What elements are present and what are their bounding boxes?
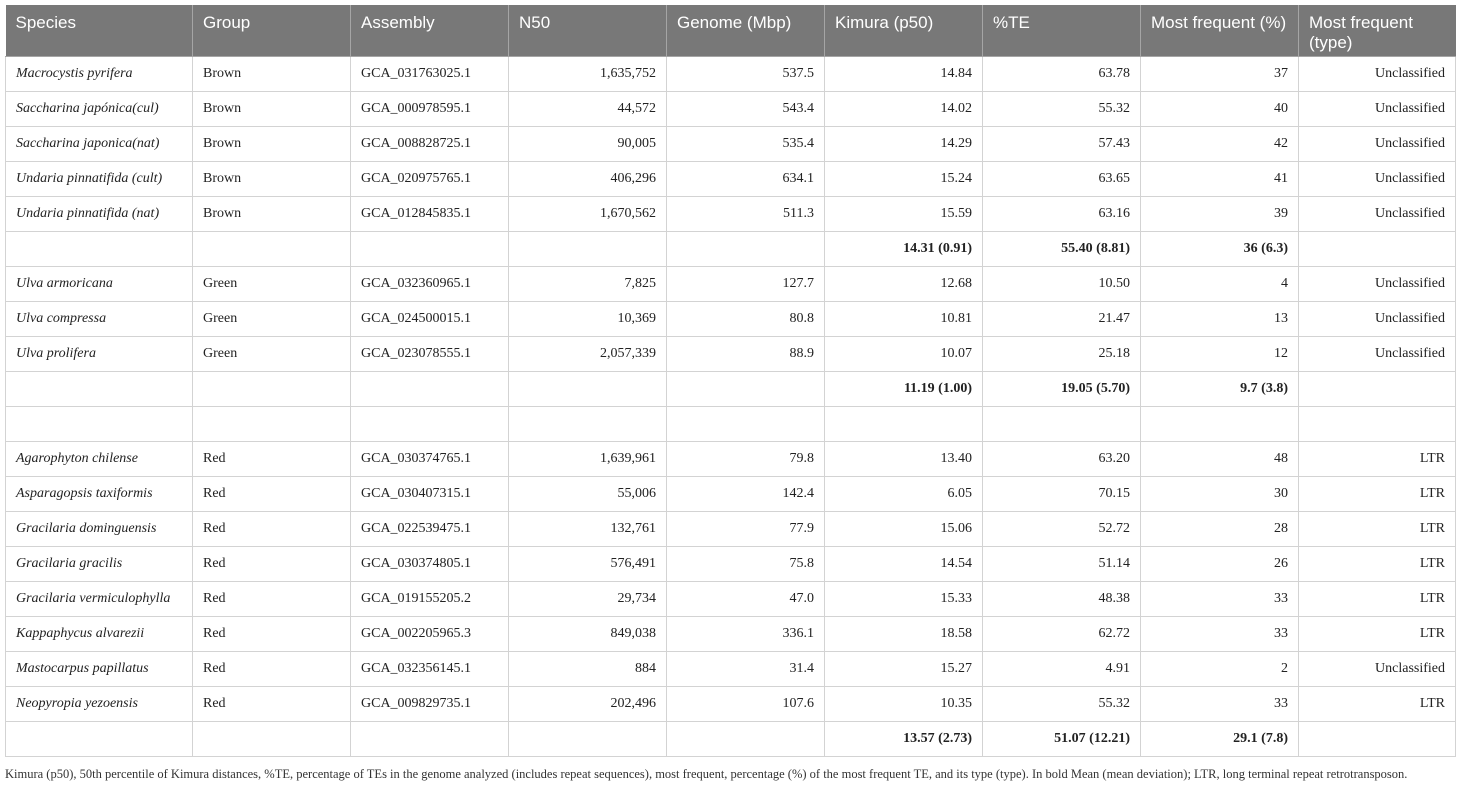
- genome-cell: 543.4: [667, 91, 825, 126]
- assembly-cell: GCA_030374805.1: [351, 546, 509, 581]
- n50-cell: [509, 406, 667, 441]
- kimura-cell: 13.40: [825, 441, 983, 476]
- most-frequent-type-cell: LTR: [1299, 441, 1456, 476]
- most-frequent-pct-cell: 39: [1141, 196, 1299, 231]
- species-cell: Mastocarpus papillatus: [6, 651, 193, 686]
- group-cell: Red: [193, 581, 351, 616]
- te-cell: [983, 406, 1141, 441]
- te-cell: 55.40 (8.81): [983, 231, 1141, 266]
- most-frequent-pct-cell: 29.1 (7.8): [1141, 721, 1299, 756]
- table-row: [6, 581, 1456, 616]
- n50-cell: 55,006: [509, 476, 667, 511]
- species-cell: Gracilaria gracilis: [6, 546, 193, 581]
- summary-row: [6, 721, 1456, 756]
- species-cell: Gracilaria vermiculophylla: [6, 581, 193, 616]
- most-frequent-type-cell: Unclassified: [1299, 651, 1456, 686]
- most-frequent-type-cell: [1299, 406, 1456, 441]
- n50-cell: [509, 721, 667, 756]
- most-frequent-type-cell: LTR: [1299, 581, 1456, 616]
- species-cell: Undaria pinnatifida (cult): [6, 161, 193, 196]
- table-row: [6, 476, 1456, 511]
- genome-cell: 511.3: [667, 196, 825, 231]
- table-row: [6, 616, 1456, 651]
- kimura-cell: 14.54: [825, 546, 983, 581]
- species-cell: Ulva prolifera: [6, 336, 193, 371]
- most-frequent-type-cell: LTR: [1299, 686, 1456, 721]
- kimura-cell: 15.59: [825, 196, 983, 231]
- genome-cell: 537.5: [667, 56, 825, 91]
- te-cell: 55.32: [983, 91, 1141, 126]
- te-cell: 4.91: [983, 651, 1141, 686]
- te-cell: 62.72: [983, 616, 1141, 651]
- genome-cell: 77.9: [667, 511, 825, 546]
- table-row: [6, 161, 1456, 196]
- table-row: [6, 126, 1456, 161]
- most-frequent-pct-cell: 13: [1141, 301, 1299, 336]
- genome-cell: 79.8: [667, 441, 825, 476]
- most-frequent-pct-cell: 33: [1141, 581, 1299, 616]
- group-cell: Red: [193, 686, 351, 721]
- genome-cell: [667, 231, 825, 266]
- n50-cell: 406,296: [509, 161, 667, 196]
- table-row: [6, 511, 1456, 546]
- te-cell: 63.16: [983, 196, 1141, 231]
- header-n50: N50: [509, 5, 667, 56]
- table-row: [6, 336, 1456, 371]
- n50-cell: [509, 231, 667, 266]
- te-cell: 63.78: [983, 56, 1141, 91]
- header-kimura: Kimura (p50): [825, 5, 983, 56]
- n50-cell: 849,038: [509, 616, 667, 651]
- kimura-cell: 11.19 (1.00): [825, 371, 983, 406]
- most-frequent-pct-cell: 30: [1141, 476, 1299, 511]
- n50-cell: 1,635,752: [509, 56, 667, 91]
- te-cell: 51.14: [983, 546, 1141, 581]
- group-cell: Red: [193, 651, 351, 686]
- n50-cell: 2,057,339: [509, 336, 667, 371]
- species-cell: Undaria pinnatifida (nat): [6, 196, 193, 231]
- te-cell: 57.43: [983, 126, 1141, 161]
- species-cell: [6, 721, 193, 756]
- table-body: [6, 56, 1456, 756]
- summary-row: [6, 371, 1456, 406]
- most-frequent-pct-cell: 2: [1141, 651, 1299, 686]
- assembly-cell: [351, 371, 509, 406]
- genome-cell: 535.4: [667, 126, 825, 161]
- kimura-cell: 15.27: [825, 651, 983, 686]
- assembly-cell: [351, 721, 509, 756]
- kimura-cell: 14.29: [825, 126, 983, 161]
- kimura-cell: 14.31 (0.91): [825, 231, 983, 266]
- table-row: [6, 441, 1456, 476]
- species-cell: Gracilaria dominguensis: [6, 511, 193, 546]
- n50-cell: 7,825: [509, 266, 667, 301]
- most-frequent-type-cell: Unclassified: [1299, 301, 1456, 336]
- kimura-cell: 14.84: [825, 56, 983, 91]
- species-cell: Asparagopsis taxiformis: [6, 476, 193, 511]
- assembly-cell: GCA_020975765.1: [351, 161, 509, 196]
- species-cell: Ulva compressa: [6, 301, 193, 336]
- most-frequent-pct-cell: 4: [1141, 266, 1299, 301]
- group-cell: Red: [193, 511, 351, 546]
- most-frequent-type-cell: Unclassified: [1299, 126, 1456, 161]
- table-row: [6, 56, 1456, 91]
- assembly-cell: GCA_031763025.1: [351, 56, 509, 91]
- most-frequent-pct-cell: 26: [1141, 546, 1299, 581]
- group-cell: Red: [193, 616, 351, 651]
- header-te: %TE: [983, 5, 1141, 56]
- genome-cell: 336.1: [667, 616, 825, 651]
- assembly-cell: GCA_023078555.1: [351, 336, 509, 371]
- species-cell: Saccharina japonica(nat): [6, 126, 193, 161]
- genome-cell: [667, 371, 825, 406]
- genome-cell: 31.4: [667, 651, 825, 686]
- table-row: [6, 301, 1456, 336]
- most-frequent-type-cell: Unclassified: [1299, 336, 1456, 371]
- n50-cell: 884: [509, 651, 667, 686]
- most-frequent-pct-cell: 36 (6.3): [1141, 231, 1299, 266]
- assembly-cell: GCA_008828725.1: [351, 126, 509, 161]
- n50-cell: 90,005: [509, 126, 667, 161]
- most-frequent-pct-cell: 33: [1141, 686, 1299, 721]
- kimura-cell: 6.05: [825, 476, 983, 511]
- most-frequent-pct-cell: 42: [1141, 126, 1299, 161]
- kimura-cell: 10.35: [825, 686, 983, 721]
- group-cell: Brown: [193, 56, 351, 91]
- n50-cell: 202,496: [509, 686, 667, 721]
- genome-cell: [667, 406, 825, 441]
- table-row: [6, 686, 1456, 721]
- assembly-cell: GCA_019155205.2: [351, 581, 509, 616]
- most-frequent-type-cell: [1299, 371, 1456, 406]
- group-cell: Green: [193, 301, 351, 336]
- te-cell: 52.72: [983, 511, 1141, 546]
- table-row: [6, 196, 1456, 231]
- most-frequent-pct-cell: 28: [1141, 511, 1299, 546]
- most-frequent-type-cell: Unclassified: [1299, 196, 1456, 231]
- n50-cell: 132,761: [509, 511, 667, 546]
- te-cell: 51.07 (12.21): [983, 721, 1141, 756]
- assembly-cell: GCA_030374765.1: [351, 441, 509, 476]
- kimura-cell: 15.33: [825, 581, 983, 616]
- table-row: [6, 546, 1456, 581]
- n50-cell: 1,639,961: [509, 441, 667, 476]
- species-cell: Macrocystis pyrifera: [6, 56, 193, 91]
- n50-cell: 44,572: [509, 91, 667, 126]
- species-cell: Neopyropia yezoensis: [6, 686, 193, 721]
- table-row: [6, 91, 1456, 126]
- te-cell: 70.15: [983, 476, 1141, 511]
- species-cell: Kappaphycus alvarezii: [6, 616, 193, 651]
- n50-cell: 10,369: [509, 301, 667, 336]
- most-frequent-type-cell: LTR: [1299, 511, 1456, 546]
- group-cell: [193, 721, 351, 756]
- assembly-cell: GCA_022539475.1: [351, 511, 509, 546]
- header-row: [6, 5, 1456, 56]
- te-cell: 25.18: [983, 336, 1141, 371]
- table-header: [6, 5, 1456, 56]
- header-most-frequent-pct: Most frequent (%): [1141, 5, 1299, 56]
- genome-cell: 107.6: [667, 686, 825, 721]
- most-frequent-pct-cell: 12: [1141, 336, 1299, 371]
- assembly-cell: GCA_030407315.1: [351, 476, 509, 511]
- most-frequent-pct-cell: 40: [1141, 91, 1299, 126]
- species-cell: [6, 231, 193, 266]
- group-cell: Red: [193, 546, 351, 581]
- genome-cell: 127.7: [667, 266, 825, 301]
- kimura-cell: 14.02: [825, 91, 983, 126]
- summary-row: [6, 231, 1456, 266]
- kimura-cell: 15.06: [825, 511, 983, 546]
- te-cell: 10.50: [983, 266, 1141, 301]
- species-cell: Saccharina japónica(cul): [6, 91, 193, 126]
- assembly-cell: [351, 406, 509, 441]
- species-cell: Ulva armoricana: [6, 266, 193, 301]
- most-frequent-type-cell: Unclassified: [1299, 91, 1456, 126]
- most-frequent-pct-cell: 9.7 (3.8): [1141, 371, 1299, 406]
- group-cell: Red: [193, 441, 351, 476]
- assembly-cell: GCA_012845835.1: [351, 196, 509, 231]
- header-species: Species: [6, 5, 193, 56]
- table-row: [6, 266, 1456, 301]
- most-frequent-pct-cell: 48: [1141, 441, 1299, 476]
- assembly-cell: GCA_024500015.1: [351, 301, 509, 336]
- kimura-cell: 18.58: [825, 616, 983, 651]
- genome-cell: 80.8: [667, 301, 825, 336]
- n50-cell: [509, 371, 667, 406]
- genome-cell: 75.8: [667, 546, 825, 581]
- genome-cell: 47.0: [667, 581, 825, 616]
- te-cell: 63.20: [983, 441, 1141, 476]
- species-cell: [6, 406, 193, 441]
- group-cell: Brown: [193, 161, 351, 196]
- kimura-cell: 10.81: [825, 301, 983, 336]
- assembly-cell: GCA_000978595.1: [351, 91, 509, 126]
- most-frequent-type-cell: Unclassified: [1299, 161, 1456, 196]
- most-frequent-type-cell: Unclassified: [1299, 56, 1456, 91]
- species-cell: Agarophyton chilense: [6, 441, 193, 476]
- kimura-cell: 15.24: [825, 161, 983, 196]
- group-cell: Red: [193, 476, 351, 511]
- most-frequent-type-cell: LTR: [1299, 476, 1456, 511]
- genome-cell: 88.9: [667, 336, 825, 371]
- n50-cell: 1,670,562: [509, 196, 667, 231]
- most-frequent-pct-cell: 41: [1141, 161, 1299, 196]
- n50-cell: 576,491: [509, 546, 667, 581]
- n50-cell: 29,734: [509, 581, 667, 616]
- group-cell: Green: [193, 266, 351, 301]
- te-cell: 19.05 (5.70): [983, 371, 1141, 406]
- group-cell: [193, 406, 351, 441]
- most-frequent-type-cell: LTR: [1299, 616, 1456, 651]
- kimura-cell: 12.68: [825, 266, 983, 301]
- assembly-cell: GCA_032360965.1: [351, 266, 509, 301]
- table-footnote: Kimura (p50), 50th percentile of Kimura distances, %TE, percentage of TEs in the genome analyzed (includes repeat sequences), most frequent, percentage (%) of the most frequent TE, and its type (type). In bold Mean (mean deviation); LTR, long terminal repeat retrotransposon.: [5, 767, 1408, 781]
- header-genome: Genome (Mbp): [667, 5, 825, 56]
- spacer-row: [6, 406, 1456, 441]
- group-cell: Brown: [193, 126, 351, 161]
- header-assembly: Assembly: [351, 5, 509, 56]
- most-frequent-type-cell: [1299, 721, 1456, 756]
- kimura-cell: [825, 406, 983, 441]
- te-cell: 21.47: [983, 301, 1141, 336]
- table-row: [6, 651, 1456, 686]
- most-frequent-pct-cell: 33: [1141, 616, 1299, 651]
- group-cell: [193, 371, 351, 406]
- header-group: Group: [193, 5, 351, 56]
- most-frequent-type-cell: LTR: [1299, 546, 1456, 581]
- kimura-cell: 10.07: [825, 336, 983, 371]
- header-most-frequent-type: Most frequent (type): [1299, 5, 1456, 56]
- most-frequent-pct-cell: 37: [1141, 56, 1299, 91]
- group-cell: [193, 231, 351, 266]
- most-frequent-pct-cell: [1141, 406, 1299, 441]
- most-frequent-type-cell: [1299, 231, 1456, 266]
- assembly-cell: GCA_009829735.1: [351, 686, 509, 721]
- te-cell: 55.32: [983, 686, 1141, 721]
- assembly-cell: GCA_032356145.1: [351, 651, 509, 686]
- species-cell: [6, 371, 193, 406]
- group-cell: Green: [193, 336, 351, 371]
- te-summary-table: [5, 5, 1456, 757]
- kimura-cell: 13.57 (2.73): [825, 721, 983, 756]
- genome-cell: [667, 721, 825, 756]
- most-frequent-type-cell: Unclassified: [1299, 266, 1456, 301]
- genome-cell: 142.4: [667, 476, 825, 511]
- assembly-cell: [351, 231, 509, 266]
- group-cell: Brown: [193, 91, 351, 126]
- te-cell: 48.38: [983, 581, 1141, 616]
- genome-cell: 634.1: [667, 161, 825, 196]
- te-cell: 63.65: [983, 161, 1141, 196]
- assembly-cell: GCA_002205965.3: [351, 616, 509, 651]
- group-cell: Brown: [193, 196, 351, 231]
